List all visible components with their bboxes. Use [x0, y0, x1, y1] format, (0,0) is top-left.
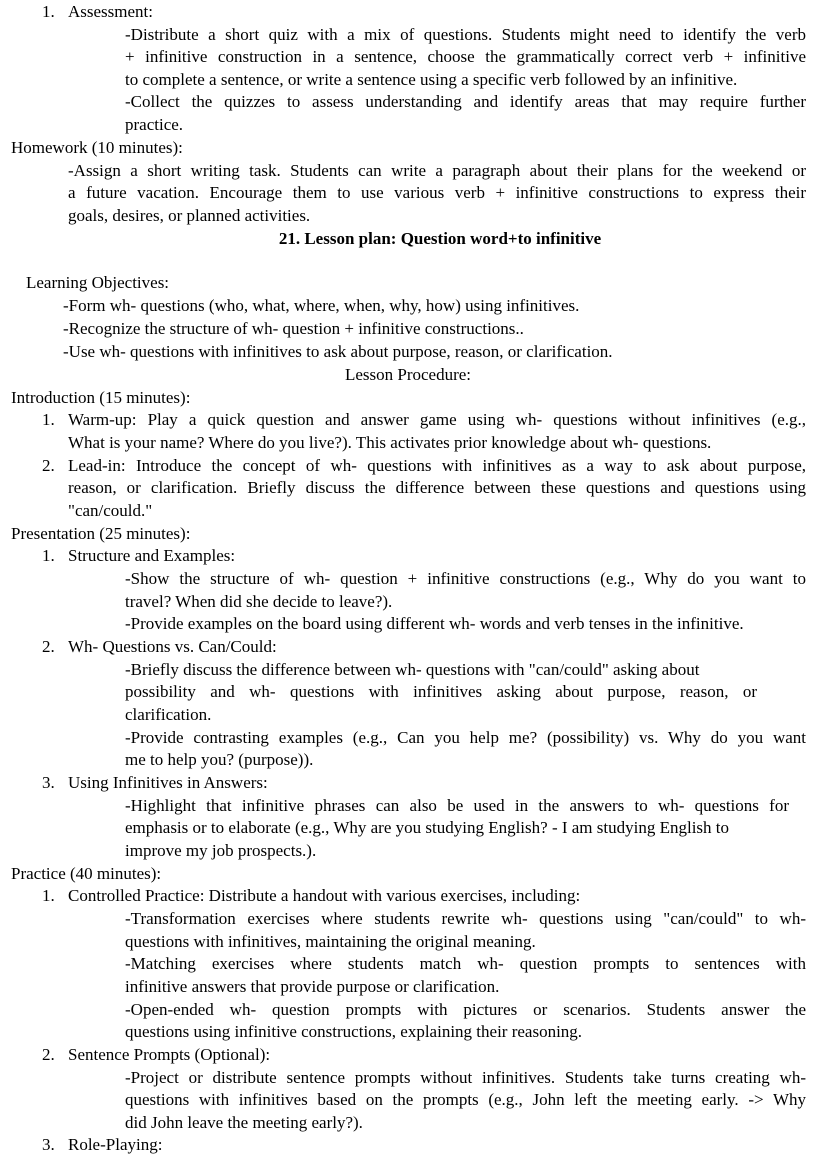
text-line: -Provide contrasting examples (e.g., Can you help me? (possibility) vs. Why do you want: [125, 728, 806, 747]
text-line: a future vacation. Encourage them to use various verb + infinitive constructions to express their: [68, 183, 806, 202]
list-number: 2.: [42, 637, 55, 656]
text-line: + infinitive construction in a sentence, choose the grammatically correct verb + infinitive: [125, 47, 806, 66]
text-line: goals, desires, or planned activities.: [68, 206, 311, 225]
text-line: "can/could.": [68, 501, 153, 520]
text-line: to complete a sentence, or write a sentence using a specific verb followed by an infinitive.: [125, 70, 738, 89]
text-line: did John leave the meeting early?).: [125, 1113, 363, 1132]
text-line: -Project or distribute sentence prompts without infinitives. Students take turns creating wh-: [125, 1068, 806, 1087]
section-heading-introduction: Introduction (15 minutes):: [11, 388, 191, 407]
list-number: 3.: [42, 1135, 55, 1154]
subsection-title: Role-Playing:: [68, 1135, 163, 1154]
objective-item: -Recognize the structure of wh- question + infinitive constructions..: [63, 319, 524, 338]
text-line: -Highlight that infinitive phrases can also be used in the answers to wh- questions for: [125, 796, 789, 815]
section-heading-presentation: Presentation (25 minutes):: [11, 524, 191, 543]
text-line: emphasis or to elaborate (e.g., Why are you studying English? - I am studying English to: [125, 818, 730, 837]
text-line: questions with infinitives, maintaining the original meaning.: [125, 932, 536, 951]
text-line: -Matching exercises where students match wh- question prompts to sentences with: [125, 954, 806, 973]
text-line: improve my job prospects.).: [125, 841, 317, 860]
list-number: 1.: [42, 2, 55, 21]
section-heading-practice: Practice (40 minutes):: [11, 864, 162, 883]
text-line: infinitive answers that provide purpose or clarification.: [125, 977, 500, 996]
text-line: clarification.: [125, 705, 212, 724]
text-line: -Transformation exercises where students rewrite wh- questions using "can/could" to wh-: [125, 909, 806, 928]
list-number: 3.: [42, 773, 55, 792]
list-number: 1.: [42, 546, 55, 565]
text-line: travel? When did she decide to leave?).: [125, 592, 393, 611]
section-heading-objectives: Learning Objectives:: [26, 273, 170, 292]
text-line: questions using infinitive constructions, explaining their reasoning.: [125, 1022, 583, 1041]
text-line: -Distribute a short quiz with a mix of questions. Students might need to identify the verb: [125, 25, 806, 44]
text-line: Lead-in: Introduce the concept of wh- questions with infinitives as a way to ask about purpose,: [68, 456, 806, 475]
text-line: questions with infinitives based on the prompts (e.g., John left the meeting early. -> Why: [125, 1090, 806, 1109]
text-line: -Open-ended wh- question prompts with pictures or scenarios. Students answer the: [125, 1000, 806, 1019]
text-line: Warm-up: Play a quick question and answer game using wh- questions without infinitives (e.g.,: [68, 410, 806, 429]
text-line: -Briefly discuss the difference between wh- questions with "can/could" asking about: [125, 660, 700, 679]
subsection-title: Structure and Examples:: [68, 546, 236, 565]
objective-item: -Use wh- questions with infinitives to ask about purpose, reason, or clarification.: [63, 342, 613, 361]
text-line: -Assign a short writing task. Students can write a paragraph about their plans for the weekend or: [68, 161, 806, 180]
text-line: reason, or clarification. Briefly discuss the difference between these questions and questions using: [68, 478, 806, 497]
section-heading-assessment: Assessment:: [68, 2, 153, 21]
subsection-title: Using Infinitives in Answers:: [68, 773, 268, 792]
text-line: What is your name? Where do you live?). This activates prior knowledge about wh- questions.: [68, 433, 712, 452]
text-line: practice.: [125, 115, 184, 134]
procedure-heading: Lesson Procedure:: [344, 365, 472, 384]
list-number: 1.: [42, 886, 55, 905]
list-number: 1.: [42, 410, 55, 429]
subsection-title: Controlled Practice: Distribute a handout with various exercises, including:: [68, 886, 581, 905]
text-line: me to help you? (purpose)).: [125, 750, 314, 769]
subsection-title: Sentence Prompts (Optional):: [68, 1045, 271, 1064]
text-line: -Provide examples on the board using different wh- words and verb tenses in the infinitive.: [125, 614, 744, 633]
objective-item: -Form wh- questions (who, what, where, when, why, how) using infinitives.: [63, 296, 580, 315]
text-line: -Collect the quizzes to assess understanding and identify areas that may require further: [125, 92, 806, 111]
section-heading-homework: Homework (10 minutes):: [11, 138, 183, 157]
subsection-title: Wh- Questions vs. Can/Could:: [68, 637, 277, 656]
text-line: -Show the structure of wh- question + infinitive constructions (e.g., Why do you want to: [125, 569, 806, 588]
list-number: 2.: [42, 1045, 55, 1064]
list-number: 2.: [42, 456, 55, 475]
lesson-title: 21. Lesson plan: Question word+to infinitive: [278, 229, 602, 248]
text-line: possibility and wh- questions with infinitives asking about purpose, reason, or: [125, 682, 757, 701]
